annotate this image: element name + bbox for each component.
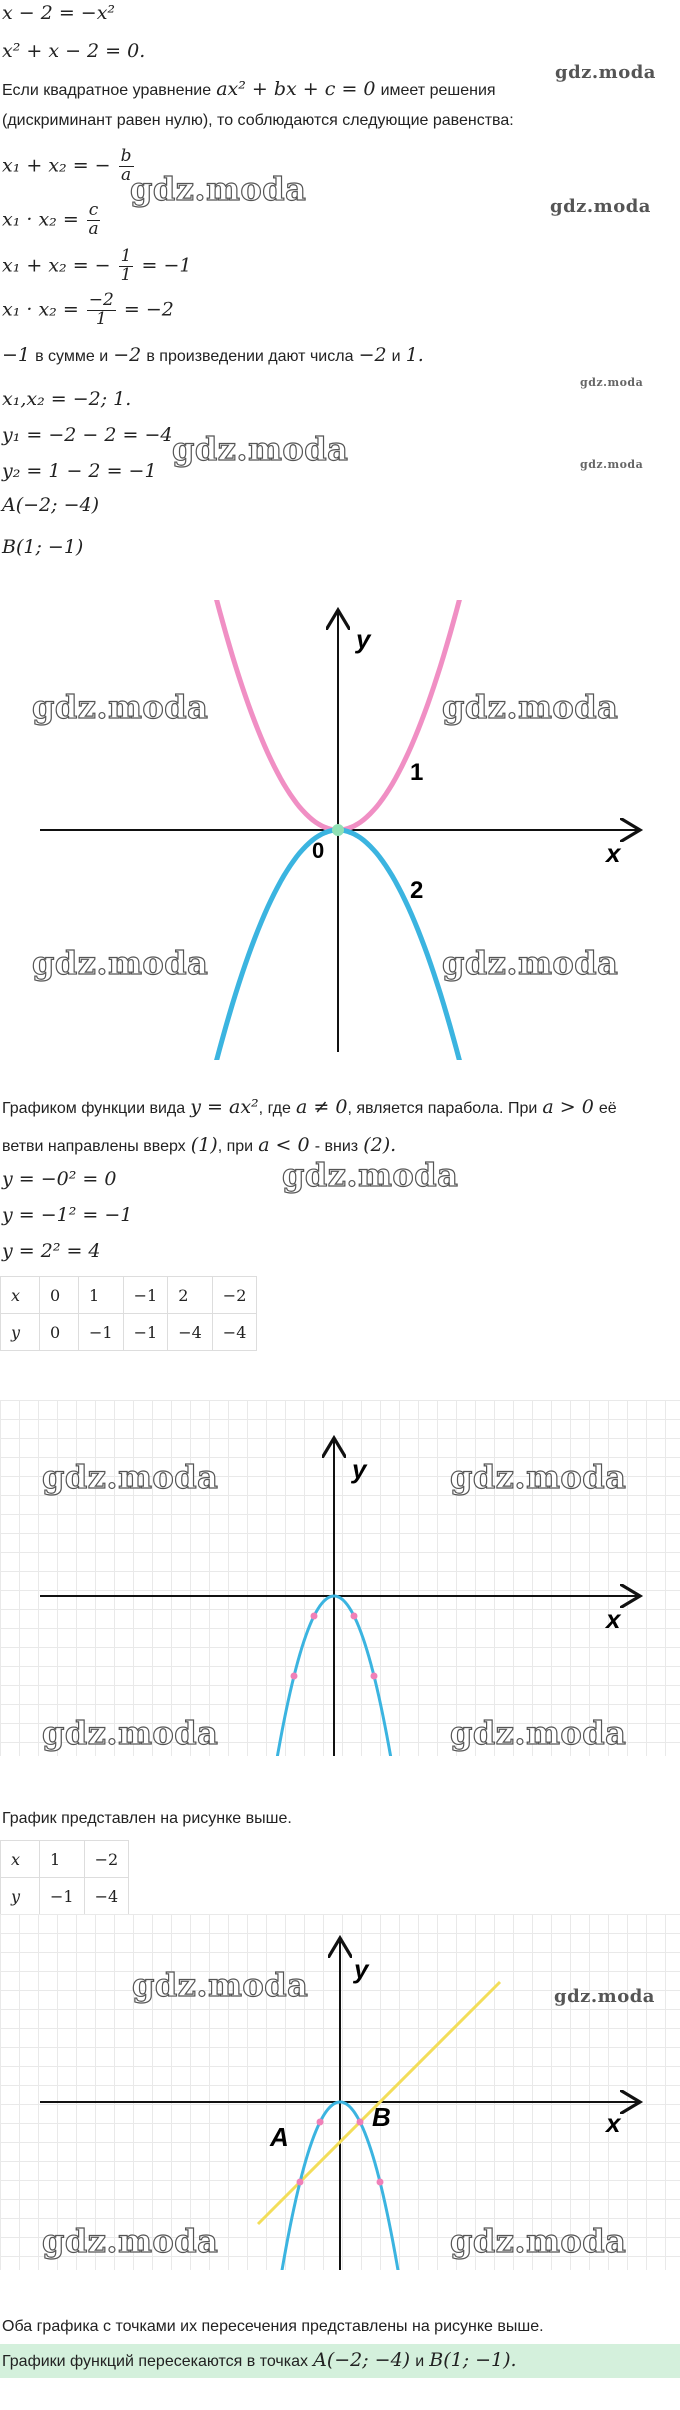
point-a-label: A	[270, 2122, 289, 2152]
values-table-line	[0, 1840, 129, 1915]
table-header-cell: y	[1, 1878, 40, 1915]
vieta-sum-values	[2, 248, 191, 285]
watermark: gdz.moda	[555, 62, 656, 83]
fraction-numerator: 1	[120, 246, 132, 266]
table-row	[1, 1314, 257, 1351]
y-axis-label: y	[356, 624, 371, 654]
vieta-product-left: x₁ · x₂ =	[2, 208, 79, 231]
y2-line: y₂ = 1 − 2 = −1	[2, 460, 157, 482]
watermark: gdz.moda	[32, 688, 209, 726]
sum-text: в сумме и	[35, 348, 109, 365]
table-cell: −4	[212, 1314, 257, 1351]
curve-label-2: 2	[410, 877, 424, 904]
calc-line-1: y = −0² = 0	[2, 1168, 117, 1190]
vieta-sum-values-right: = −1	[141, 254, 192, 277]
fraction-denominator: a	[88, 218, 99, 239]
graph-downward-parabola	[0, 1400, 680, 1756]
watermark: gdz.moda	[442, 688, 619, 726]
intersection-point-a	[297, 2179, 304, 2186]
watermark: gdz.moda	[130, 170, 307, 208]
fraction-numerator: c	[88, 200, 99, 220]
intro-text-b: имеет решения	[380, 82, 496, 99]
para2-condition-negative: a < 0	[258, 1134, 310, 1156]
x-axis-label: x	[606, 838, 621, 868]
watermark: gdz.moda	[132, 1966, 309, 2004]
root-value-1: −2	[358, 344, 387, 366]
graph-note-1: График представлен на рисунке выше.	[2, 1810, 292, 1827]
fraction-denominator: 1	[95, 308, 107, 329]
watermark: gdz.moda	[442, 944, 619, 982]
root-value-2: 1.	[405, 344, 424, 366]
calc-line-2: y = −1² = −1	[2, 1204, 133, 1226]
intro-sentence-2: (дискриминант равен нулю), то соблюдаются следующие равенства:	[2, 112, 514, 129]
table-cell: 1	[79, 1277, 124, 1314]
para-condition: a ≠ 0	[296, 1096, 348, 1118]
watermark: gdz.moda	[450, 2222, 627, 2260]
para2-case-2: (2).	[363, 1134, 397, 1156]
answer-point-b: B(1; −1).	[429, 2349, 517, 2371]
sum-value: −1	[2, 344, 31, 366]
sum-product-sentence	[2, 344, 424, 366]
equation-line-1: x − 2 = −x²	[2, 2, 116, 24]
table-cell: −4	[168, 1314, 213, 1351]
para2-text-b: , при	[217, 1138, 254, 1155]
para-text-b: , где	[258, 1100, 291, 1117]
vieta-product-values-left: x₁ · x₂ =	[2, 298, 79, 321]
vieta-sum-formula	[2, 148, 136, 185]
para-text-d: её	[598, 1100, 617, 1117]
vieta-product-values	[2, 292, 174, 329]
table-row	[1, 1277, 257, 1314]
table-cell: −2	[84, 1841, 129, 1878]
answer-point-a: A(−2; −4)	[313, 2349, 411, 2371]
table-point	[371, 1673, 378, 1680]
watermark: gdz.moda	[282, 1156, 459, 1194]
vieta-product-values-right: = −2	[123, 298, 174, 321]
product-text: в произведении дают числа	[146, 348, 354, 365]
table-cell: 0	[40, 1314, 79, 1351]
para2-text-a: ветви направлены вверх	[2, 1138, 186, 1155]
table-cell: −2	[212, 1277, 257, 1314]
fraction-minus2-over-1	[87, 292, 116, 329]
watermark: gdz.moda	[32, 944, 209, 982]
curve-label-1: 1	[410, 759, 424, 786]
answer-sentence	[2, 2349, 517, 2371]
fraction-denominator: 1	[120, 264, 132, 285]
vieta-sum-values-left: x₁ + x₂ = −	[2, 254, 111, 277]
watermark: gdz.moda	[554, 1986, 655, 2007]
table-cell: 1	[40, 1841, 85, 1878]
y-axis-label: y	[352, 1454, 367, 1484]
table-cell: −1	[79, 1314, 124, 1351]
table-row	[1, 1841, 129, 1878]
parabola-point	[317, 2119, 324, 2126]
vieta-product-formula	[2, 202, 102, 239]
watermark: gdz.moda	[172, 430, 349, 468]
table-point	[351, 1613, 358, 1620]
origin-label: 0	[312, 838, 325, 863]
table-cell: −4	[84, 1878, 129, 1915]
parabola-explanation-2	[2, 1134, 396, 1156]
x-axis-label: x	[606, 1604, 621, 1634]
para-formula: y = ax²	[190, 1096, 259, 1118]
y-axis-label: y	[354, 1954, 369, 1984]
watermark: gdz.moda	[450, 1458, 627, 1496]
table-cell: −1	[40, 1878, 85, 1915]
parabola-point	[377, 2179, 384, 2186]
x-axis-label: x	[606, 2108, 621, 2138]
watermark: gdz.moda	[550, 196, 651, 217]
graph-two-parabolas	[0, 600, 680, 1060]
table-cell: −1	[123, 1314, 168, 1351]
watermark: gdz.moda	[580, 458, 644, 471]
y1-line: y₁ = −2 − 2 = −4	[2, 424, 173, 446]
fraction-1-over-1	[119, 248, 134, 285]
table-cell: 0	[40, 1277, 79, 1314]
and-text: и	[391, 348, 401, 365]
fraction-numerator: −2	[88, 290, 114, 310]
watermark: gdz.moda	[42, 1458, 219, 1496]
intro-text-a: Если квадратное уравнение	[2, 82, 212, 99]
para2-text-c: - вниз	[314, 1138, 359, 1155]
point-b-label: B	[372, 2102, 391, 2132]
watermark: gdz.moda	[42, 2222, 219, 2260]
para2-case-1: (1)	[190, 1134, 218, 1156]
point-a-line: A(−2; −4)	[2, 494, 100, 516]
para-text-c: , является парабола. При	[347, 1100, 538, 1117]
intersection-point-b	[357, 2119, 364, 2126]
answer-text-b: и	[415, 2353, 425, 2370]
vieta-sum-left: x₁ + x₂ = −	[2, 154, 111, 177]
graph-note-2: Оба графика с точками их пересечения представлены на рисунке выше.	[2, 2318, 544, 2335]
fraction-c-over-a	[87, 202, 101, 239]
para-condition-positive: a > 0	[542, 1096, 594, 1118]
fraction-numerator: b	[120, 146, 132, 166]
calc-line-3: y = 2² = 4	[2, 1240, 101, 1262]
table-point	[311, 1613, 318, 1620]
table-cell: 2	[168, 1277, 213, 1314]
table-point	[291, 1673, 298, 1680]
equation-line-2: x² + x − 2 = 0.	[2, 40, 146, 62]
table-header-cell: y	[1, 1314, 40, 1351]
values-table-parabola	[0, 1276, 257, 1351]
table-cell: −1	[123, 1277, 168, 1314]
point-b-line: B(1; −1)	[2, 536, 84, 558]
answer-text-a: Графики функций пересекаются в точках	[2, 2353, 308, 2370]
intro-sentence	[2, 78, 496, 100]
watermark: gdz.moda	[450, 1714, 627, 1752]
table-header-cell: x	[1, 1841, 40, 1878]
table-header-cell: x	[1, 1277, 40, 1314]
fraction-denominator: a	[121, 164, 132, 185]
table-row	[1, 1878, 129, 1915]
parabola-explanation-1	[2, 1096, 617, 1118]
vertex-point	[332, 824, 344, 836]
watermark: gdz.moda	[42, 1714, 219, 1752]
product-value: −2	[113, 344, 142, 366]
graph-intersection	[0, 1914, 680, 2270]
para-text-a: Графиком функции вида	[2, 1100, 186, 1117]
roots-line: x₁,x₂ = −2; 1.	[2, 388, 132, 410]
watermark: gdz.moda	[580, 376, 644, 389]
intro-equation: ax² + bx + c = 0	[216, 78, 376, 100]
